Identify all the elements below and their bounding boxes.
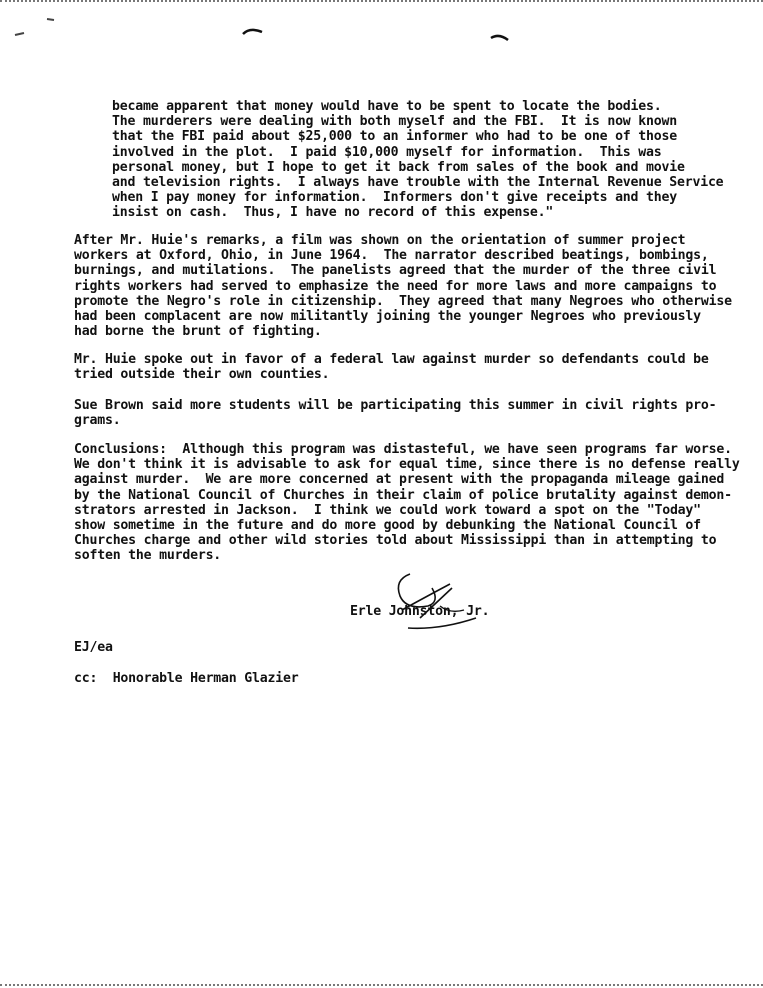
quoted-statement [112,99,723,221]
text-line: After Mr. Huie's remarks, a film was shown on the orientation of summer project [74,233,686,248]
text-line: involved in the plot. I paid $10,000 myself for information. This was [112,144,662,160]
text-line: tried outside their own counties. [74,367,330,383]
top-border-dots [0,0,763,6]
scan-mark-center [242,26,264,38]
paragraph-federal-law [74,352,709,382]
text-line: burnings, and mutilations. The panelists agreed that the murder of the three civil [74,263,717,279]
carbon-copy-line: cc: Honorable Herman Glazier [74,671,299,686]
text-line: Mr. Huie spoke out in favor of a federal law against murder so defendants could be [74,352,709,367]
text-line: when I pay money for information. Informers don't give receipts and they [112,190,677,206]
text-line: The murderers were dealing with both myself and the FBI. It is now known [112,114,677,130]
text-line: strators arrested in Jackson. I think we could work toward a spot on the "Today" [74,502,701,518]
paragraph-conclusions [74,442,740,564]
handwritten-signature [380,566,490,640]
text-line: personal money, but I hope to get it back from sales of the book and movie [112,159,685,175]
text-line: against murder. We are more concerned at present with the propaganda mileage gained [74,472,725,488]
typist-initials: EJ/ea [74,640,113,655]
scan-mark-top [46,16,56,22]
text-line: We don't think it is advisable to ask for equal time, since there is no defense really [74,457,740,473]
text-line: insist on cash. Thus, I have no record of this expense." [112,205,554,221]
text-line: had been complacent are now militantly joining the younger Negroes who previously [74,309,701,325]
text-line: Churches charge and other wild stories told about Mississippi than in attempting to [74,533,717,549]
paragraph-film-discussion [74,233,732,339]
text-line: promote the Negro's role in citizenship. They agreed that many Negroes who otherwise [74,293,732,309]
scan-mark-left [14,30,26,38]
signature-name: Erle Johnston, Jr. [350,604,490,619]
text-line: became apparent that money would have to be spent to locate the bodies. [112,99,662,114]
text-line: workers at Oxford, Ohio, in June 1964. The narrator described beatings, bombings, [74,248,709,264]
text-line: grams. [74,413,121,429]
text-line: that the FBI paid about $25,000 to an informer who had to be one of those [112,129,677,145]
text-line: had borne the brunt of fighting. [74,324,322,340]
text-line: soften the murders. [74,548,222,564]
text-line: Sue Brown said more students will be participating this summer in civil rights pro- [74,398,717,413]
text-line: and television rights. I always have trouble with the Internal Revenue Service [112,175,724,191]
text-line: rights workers had served to emphasize the need for more laws and more campaigns to [74,278,717,294]
paragraph-students [74,398,716,428]
text-line: Conclusions: Although this program was distasteful, we have seen programs far worse. [74,442,732,457]
bottom-border-dots [0,980,763,986]
text-line: show sometime in the future and do more good by debunking the National Council of [74,518,701,534]
scan-mark-right [490,32,510,44]
text-line: by the National Council of Churches in their claim of police brutality against demon- [74,487,732,503]
